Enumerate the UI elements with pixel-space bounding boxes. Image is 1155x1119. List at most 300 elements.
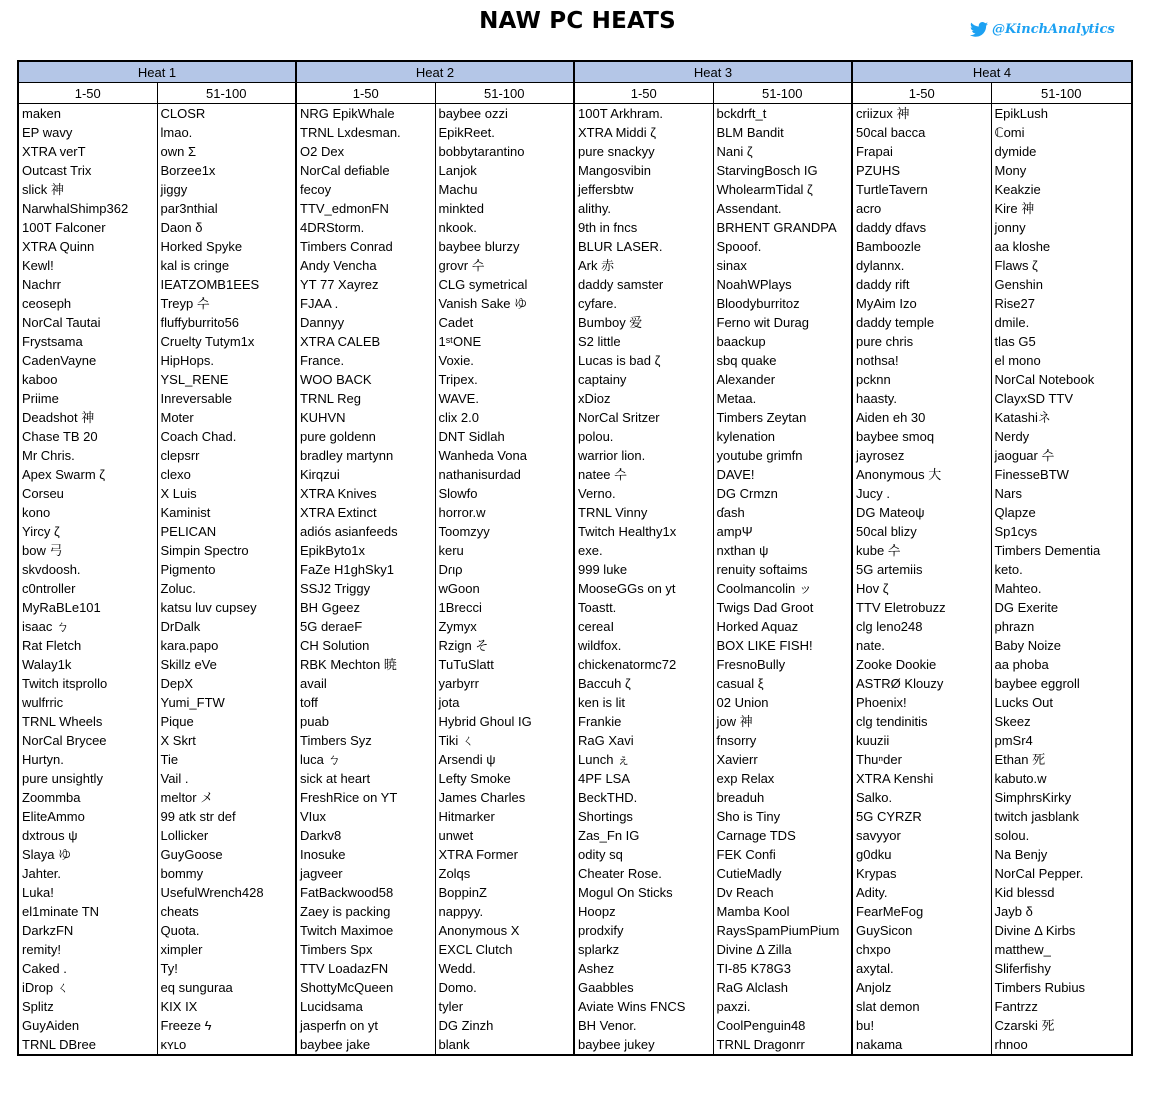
player-cell: cyfare.	[574, 294, 713, 313]
player-cell: DAVE!	[713, 465, 852, 484]
player-cell: TRNL Reg	[296, 389, 435, 408]
player-cell: RBK Mechton 暁	[296, 655, 435, 674]
heats-table	[17, 60, 1133, 1056]
player-cell: Jayb δ	[991, 902, 1132, 921]
player-cell: France.	[296, 351, 435, 370]
player-cell: acro	[852, 199, 991, 218]
player-cell: TTV Eletrobuzz	[852, 598, 991, 617]
player-cell: TTV_edmonFN	[296, 199, 435, 218]
player-cell: clg tendinitis	[852, 712, 991, 731]
player-cell: breaduh	[713, 788, 852, 807]
player-cell: baybee smoq	[852, 427, 991, 446]
player-cell: Divine Δ Zilla	[713, 940, 852, 959]
player-cell: Quota.	[157, 921, 296, 940]
table-row	[18, 693, 1132, 712]
player-cell: Anonymous 大	[852, 465, 991, 484]
player-cell: FreshRice on YT	[296, 788, 435, 807]
player-cell: Phoenix!	[852, 693, 991, 712]
table-row	[18, 826, 1132, 845]
player-cell: RaG Alclash	[713, 978, 852, 997]
player-cell: clg leno248	[852, 617, 991, 636]
player-cell: wildfox.	[574, 636, 713, 655]
player-cell: Cruelty Tutym1x	[157, 332, 296, 351]
player-cell: own Σ	[157, 142, 296, 161]
player-cell: CH Solution	[296, 636, 435, 655]
player-cell: Priime	[18, 389, 157, 408]
player-cell: dmile.	[991, 313, 1132, 332]
player-cell: XTRA Middi ζ	[574, 123, 713, 142]
table-row	[18, 674, 1132, 693]
player-cell: nate.	[852, 636, 991, 655]
table-row	[18, 636, 1132, 655]
player-cell: Dɾιρ	[435, 560, 574, 579]
player-cell: FinesseBTW	[991, 465, 1132, 484]
player-cell: ampΨ	[713, 522, 852, 541]
player-cell: prodxify	[574, 921, 713, 940]
player-cell: Dv Reach	[713, 883, 852, 902]
player-cell: EpikLush	[991, 104, 1132, 124]
player-cell: MyAim Izo	[852, 294, 991, 313]
player-cell: Timbers Rubius	[991, 978, 1132, 997]
player-cell: Vanish Sake ゆ	[435, 294, 574, 313]
player-cell: NarwhalShimp362	[18, 199, 157, 218]
player-cell: splarkz	[574, 940, 713, 959]
player-cell: daddy temple	[852, 313, 991, 332]
player-cell: Chase TB 20	[18, 427, 157, 446]
table-row	[18, 769, 1132, 788]
player-cell: DepX	[157, 674, 296, 693]
player-cell: Tie	[157, 750, 296, 769]
player-cell: Outcast Trix	[18, 161, 157, 180]
player-cell: puab	[296, 712, 435, 731]
player-cell: Rise27	[991, 294, 1132, 313]
player-cell: Walay1k	[18, 655, 157, 674]
player-cell: Aviate Wins FNCS	[574, 997, 713, 1016]
player-cell: Metaa.	[713, 389, 852, 408]
player-cell: PZUHS	[852, 161, 991, 180]
player-cell: pure snackyy	[574, 142, 713, 161]
player-cell: baybee jake	[296, 1035, 435, 1055]
player-cell: Inreversable	[157, 389, 296, 408]
player-cell: Apex Swarm ζ	[18, 465, 157, 484]
player-cell: Hitmarker	[435, 807, 574, 826]
player-cell: ɗash	[713, 503, 852, 522]
player-cell: Na Benjy	[991, 845, 1132, 864]
player-cell: nappyy.	[435, 902, 574, 921]
table-row	[18, 617, 1132, 636]
player-cell: 1ˢᵗONE	[435, 332, 574, 351]
player-cell: XTRA Former	[435, 845, 574, 864]
player-rows	[18, 104, 1132, 1056]
player-cell: bommy	[157, 864, 296, 883]
table-row	[18, 161, 1132, 180]
player-cell: XTRA Extinct	[296, 503, 435, 522]
player-cell: Caked .	[18, 959, 157, 978]
player-cell: bradley martynn	[296, 446, 435, 465]
player-cell: TTV LoadazFN	[296, 959, 435, 978]
player-cell: TRNL Dragonrr	[713, 1035, 852, 1055]
player-cell: Zolqs	[435, 864, 574, 883]
player-cell: criizux 神	[852, 104, 991, 124]
table-row	[18, 598, 1132, 617]
player-cell: Dannyy	[296, 313, 435, 332]
player-cell: pmSr4	[991, 731, 1132, 750]
table-row	[18, 142, 1132, 161]
player-cell: par3nthial	[157, 199, 296, 218]
table-row	[18, 522, 1132, 541]
player-cell: TRNL Lxdesman.	[296, 123, 435, 142]
player-cell: DarkzFN	[18, 921, 157, 940]
player-cell: BH Ggeez	[296, 598, 435, 617]
player-cell: HipHops.	[157, 351, 296, 370]
player-cell: Sho is Tiny	[713, 807, 852, 826]
player-cell: tyler	[435, 997, 574, 1016]
player-cell: Wedd.	[435, 959, 574, 978]
player-cell: WOO BACK	[296, 370, 435, 389]
heat-3-range-1-50: 1-50	[574, 83, 713, 104]
player-cell: Jahter.	[18, 864, 157, 883]
player-cell: BH Venor.	[574, 1016, 713, 1035]
player-cell: keru	[435, 541, 574, 560]
player-cell: wGoon	[435, 579, 574, 598]
table-row	[18, 275, 1132, 294]
player-cell: Twigs Dad Groot	[713, 598, 852, 617]
player-cell: BRHENT GRANDPA	[713, 218, 852, 237]
player-cell: youtube grimfn	[713, 446, 852, 465]
player-cell: IEATZOMB1EES	[157, 275, 296, 294]
table-row	[18, 332, 1132, 351]
player-cell: 100T Arkhram.	[574, 104, 713, 124]
player-cell: Lunch ぇ	[574, 750, 713, 769]
player-cell: jonny	[991, 218, 1132, 237]
player-cell: Kaminist	[157, 503, 296, 522]
player-cell: Mamba Kool	[713, 902, 852, 921]
table-row	[18, 351, 1132, 370]
player-cell: KIX IX	[157, 997, 296, 1016]
player-cell: grovr 수	[435, 256, 574, 275]
player-cell: Zas_Fn IG	[574, 826, 713, 845]
player-cell: Mogul On Sticks	[574, 883, 713, 902]
player-cell: PELICAN	[157, 522, 296, 541]
player-cell: Machu	[435, 180, 574, 199]
player-cell: Hoopz	[574, 902, 713, 921]
player-cell: Genshin	[991, 275, 1132, 294]
player-cell: kono	[18, 503, 157, 522]
player-cell: Lefty Smoke	[435, 769, 574, 788]
player-cell: kuuzii	[852, 731, 991, 750]
player-cell: MooseGGs on yt	[574, 579, 713, 598]
player-cell: ASTRØ Klouzy	[852, 674, 991, 693]
player-cell: Rat Fletch	[18, 636, 157, 655]
table-row	[18, 218, 1132, 237]
player-cell: clepsrr	[157, 446, 296, 465]
player-cell: Skeez	[991, 712, 1132, 731]
player-cell: axytal.	[852, 959, 991, 978]
player-cell: BLUR LASER.	[574, 237, 713, 256]
player-cell: Hybrid Ghoul IG	[435, 712, 574, 731]
player-cell: daddy rift	[852, 275, 991, 294]
player-cell: Zooke Dookie	[852, 655, 991, 674]
player-cell: NorCal Brycee	[18, 731, 157, 750]
player-cell: Slaya ゆ	[18, 845, 157, 864]
player-cell: dylannx.	[852, 256, 991, 275]
player-cell: pure unsightly	[18, 769, 157, 788]
player-cell: ximpler	[157, 940, 296, 959]
player-cell: XTRA Knives	[296, 484, 435, 503]
player-cell: SimphrsKirky	[991, 788, 1132, 807]
player-cell: VIux	[296, 807, 435, 826]
player-cell: haasty.	[852, 389, 991, 408]
player-cell: XTRA Kenshi	[852, 769, 991, 788]
player-cell: nakama	[852, 1035, 991, 1055]
player-cell: Andy Vencha	[296, 256, 435, 275]
player-cell: Carnage TDS	[713, 826, 852, 845]
player-cell: bu!	[852, 1016, 991, 1035]
player-cell: 5G deraeF	[296, 617, 435, 636]
player-cell: Divine Δ Kirbs	[991, 921, 1132, 940]
range-header-row	[18, 83, 1132, 104]
player-cell: 4DRStorm.	[296, 218, 435, 237]
player-cell: Tiki ㄑ	[435, 731, 574, 750]
player-cell: DG Exerite	[991, 598, 1132, 617]
player-cell: Tripex.	[435, 370, 574, 389]
player-cell: clix 2.0	[435, 408, 574, 427]
heat-3-header: Heat 3	[574, 61, 852, 83]
player-cell: dymide	[991, 142, 1132, 161]
heat-4-header: Heat 4	[852, 61, 1132, 83]
player-cell: GuySicon	[852, 921, 991, 940]
table-row	[18, 788, 1132, 807]
player-cell: Anjolz	[852, 978, 991, 997]
heat-header-row	[18, 61, 1132, 83]
player-cell: Coach Chad.	[157, 427, 296, 446]
player-cell: cheats	[157, 902, 296, 921]
player-cell: ᴋʏʟᴏ	[157, 1035, 296, 1055]
player-cell: g0dku	[852, 845, 991, 864]
player-cell: Cheater Rose.	[574, 864, 713, 883]
player-cell: ClayxSD TTV	[991, 389, 1132, 408]
player-cell: renuity softaims	[713, 560, 852, 579]
player-cell: DG Mateoψ	[852, 503, 991, 522]
player-cell: exe.	[574, 541, 713, 560]
player-cell: SSJ2 Triggy	[296, 579, 435, 598]
player-cell: horror.w	[435, 503, 574, 522]
player-cell: Salko.	[852, 788, 991, 807]
player-cell: Sp1cys	[991, 522, 1132, 541]
player-cell: Slowfo	[435, 484, 574, 503]
player-cell: TuTuSlatt	[435, 655, 574, 674]
player-cell: aa kloshe	[991, 237, 1132, 256]
player-cell: EliteAmmo	[18, 807, 157, 826]
heat-4-range-1-50: 1-50	[852, 83, 991, 104]
player-cell: 100T Falconer	[18, 218, 157, 237]
player-cell: Mahteo.	[991, 579, 1132, 598]
player-cell: daddy dfavs	[852, 218, 991, 237]
player-cell: Anonymous X	[435, 921, 574, 940]
player-cell: Wanheda Vona	[435, 446, 574, 465]
player-cell: nkook.	[435, 218, 574, 237]
table-row	[18, 807, 1132, 826]
table-row	[18, 579, 1132, 598]
player-cell: nathanisurdad	[435, 465, 574, 484]
player-cell: RaysSpamPiumPium	[713, 921, 852, 940]
player-cell: WholearmTidal ζ	[713, 180, 852, 199]
player-cell: NorCal Notebook	[991, 370, 1132, 389]
heat-2-range-51-100: 51-100	[435, 83, 574, 104]
player-cell: Hov ζ	[852, 579, 991, 598]
player-cell: Daon δ	[157, 218, 296, 237]
player-cell: fnsorry	[713, 731, 852, 750]
player-cell: fecoy	[296, 180, 435, 199]
player-cell: NRG EpikWhale	[296, 104, 435, 124]
player-cell: pure goldenn	[296, 427, 435, 446]
player-cell: TRNL Vinny	[574, 503, 713, 522]
table-row	[18, 712, 1132, 731]
player-cell: Lucidsama	[296, 997, 435, 1016]
table-row	[18, 408, 1132, 427]
player-cell: Nars	[991, 484, 1132, 503]
player-cell: jeffersbtw	[574, 180, 713, 199]
player-cell: sinax	[713, 256, 852, 275]
twitter-handle-text: @KinchAnalytics	[992, 21, 1115, 37]
player-cell: 9th in fncs	[574, 218, 713, 237]
table-row	[18, 655, 1132, 674]
player-cell: NoahWPlays	[713, 275, 852, 294]
player-cell: nothsa!	[852, 351, 991, 370]
player-cell: Lucas is bad ζ	[574, 351, 713, 370]
player-cell: yarbyrr	[435, 674, 574, 693]
player-cell: Mony	[991, 161, 1132, 180]
heat-1-range-51-100: 51-100	[157, 83, 296, 104]
player-cell: Borzee1x	[157, 161, 296, 180]
player-cell: BLM Bandit	[713, 123, 852, 142]
player-cell: CadenVayne	[18, 351, 157, 370]
player-cell: minkted	[435, 199, 574, 218]
player-cell: StarvingBosch IG	[713, 161, 852, 180]
player-cell: CLOSR	[157, 104, 296, 124]
player-cell: Mangosvibin	[574, 161, 713, 180]
player-cell: Timbers Conrad	[296, 237, 435, 256]
player-cell: Zymyx	[435, 617, 574, 636]
player-cell: CLG symetrical	[435, 275, 574, 294]
player-cell: Nerdy	[991, 427, 1132, 446]
player-cell: remity!	[18, 940, 157, 959]
table-row	[18, 997, 1132, 1016]
table-row	[18, 446, 1132, 465]
player-cell: EpikByto1x	[296, 541, 435, 560]
player-cell: Timbers Zeytan	[713, 408, 852, 427]
player-cell: el mono	[991, 351, 1132, 370]
player-cell: NorCal Pepper.	[991, 864, 1132, 883]
player-cell: RaG Xavi	[574, 731, 713, 750]
player-cell: Bloodyburritoz	[713, 294, 852, 313]
player-cell: alithy.	[574, 199, 713, 218]
player-cell: CutieMadly	[713, 864, 852, 883]
player-cell: FEK Confi	[713, 845, 852, 864]
table-row	[18, 389, 1132, 408]
table-row	[18, 1016, 1132, 1035]
table-row	[18, 1035, 1132, 1055]
player-cell: maken	[18, 104, 157, 124]
page-title: NAW PC HEATS	[479, 8, 676, 34]
player-cell: TI-85 K78G3	[713, 959, 852, 978]
player-cell: Ferno wit Durag	[713, 313, 852, 332]
player-cell: XTRA Quinn	[18, 237, 157, 256]
player-cell: kara.papo	[157, 636, 296, 655]
player-cell: Timbers Syz	[296, 731, 435, 750]
table-row	[18, 921, 1132, 940]
player-cell: Splitz	[18, 997, 157, 1016]
player-cell: jayrosez	[852, 446, 991, 465]
player-cell: 1Brecci	[435, 598, 574, 617]
player-cell: DG Zinzh	[435, 1016, 574, 1035]
table-row	[18, 902, 1132, 921]
player-cell: el1minate TN	[18, 902, 157, 921]
player-cell: Assendant.	[713, 199, 852, 218]
player-cell: ceoseph	[18, 294, 157, 313]
player-cell: Frystsama	[18, 332, 157, 351]
table-row	[18, 256, 1132, 275]
player-cell: Zaey is packing	[296, 902, 435, 921]
player-cell: Aiden eh 30	[852, 408, 991, 427]
twitter-bird-icon	[970, 22, 988, 37]
player-cell: Pigmento	[157, 560, 296, 579]
player-cell: captainy	[574, 370, 713, 389]
player-cell: Twitch Healthy1x	[574, 522, 713, 541]
player-cell: Zoommba	[18, 788, 157, 807]
player-cell: baybee jukey	[574, 1035, 713, 1055]
table-row	[18, 427, 1132, 446]
player-cell: S2 little	[574, 332, 713, 351]
player-cell: kube 수	[852, 541, 991, 560]
player-cell: Luka!	[18, 883, 157, 902]
table-row	[18, 883, 1132, 902]
player-cell: GuyGoose	[157, 845, 296, 864]
player-cell: DNT Sidlah	[435, 427, 574, 446]
twitter-handle[interactable]	[970, 19, 1115, 39]
player-cell: Skillz eVe	[157, 655, 296, 674]
player-cell: Corseu	[18, 484, 157, 503]
player-cell: DG Crmzn	[713, 484, 852, 503]
player-cell: iDrop ㄑ	[18, 978, 157, 997]
player-cell: 99 atk str def	[157, 807, 296, 826]
player-cell: Rzign そ	[435, 636, 574, 655]
table-row	[18, 123, 1132, 142]
player-cell: Treyp 수	[157, 294, 296, 313]
player-cell: Mr Chris.	[18, 446, 157, 465]
player-cell: sbq quake	[713, 351, 852, 370]
player-cell: Coolmancolin ッ	[713, 579, 852, 598]
player-cell: Alexander	[713, 370, 852, 389]
player-cell: Czarski 死	[991, 1016, 1132, 1035]
player-cell: Bamboozle	[852, 237, 991, 256]
player-cell: 50cal bacca	[852, 123, 991, 142]
player-cell: chickenatormc72	[574, 655, 713, 674]
heat-2-range-1-50: 1-50	[296, 83, 435, 104]
player-cell: Gaabbles	[574, 978, 713, 997]
player-cell: Krypas	[852, 864, 991, 883]
player-cell: phrazn	[991, 617, 1132, 636]
player-cell: NorCal Sritzer	[574, 408, 713, 427]
player-cell: Ashez	[574, 959, 713, 978]
player-cell: Cadet	[435, 313, 574, 332]
player-cell: aa phoba	[991, 655, 1132, 674]
player-cell: Arsendi ψ	[435, 750, 574, 769]
player-cell: bow 弓	[18, 541, 157, 560]
table-row	[18, 940, 1132, 959]
player-cell: FatBackwood58	[296, 883, 435, 902]
player-cell: tlas G5	[991, 332, 1132, 351]
